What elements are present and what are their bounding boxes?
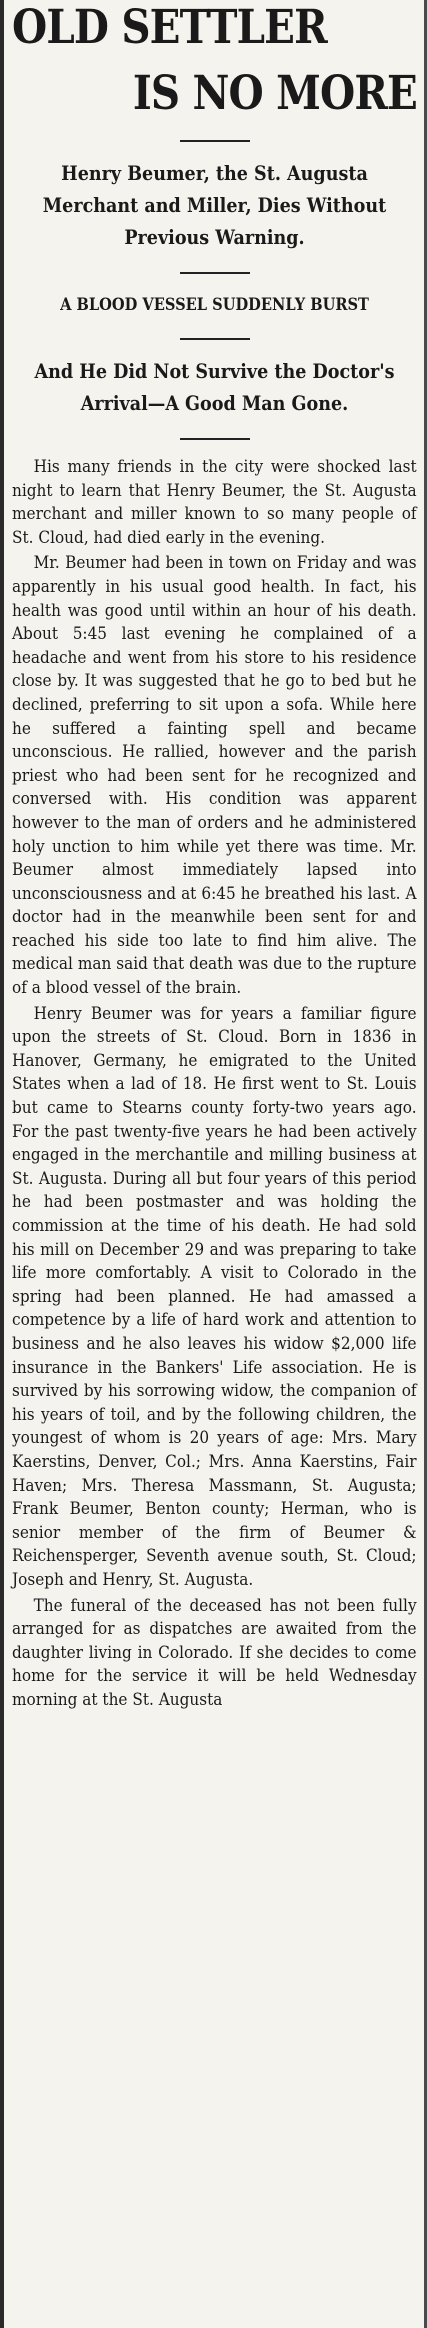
deck-subhead-2: A BLOOD VESSEL SUDDENLY BURST <box>60 295 369 315</box>
article-body <box>12 456 417 1712</box>
divider <box>180 272 250 274</box>
headline-line-2: IS NO MORE <box>132 66 417 121</box>
body-paragraph: The funeral of the deceased has not been fully arranged for as dispatches are awaited from the daughter living in Colorado. If she decides to come home for the service it will be held Wednesday morning at the St. Augusta <box>12 1595 417 1710</box>
body-paragraph: Mr. Beumer had been in town on Friday and was apparently in his usual good health. In fact, his health was good until within an hour of his death. About 5:45 last evening he complained of a headache and went from his store to his residence close by. It was suggested that he go to bed but he declined, preferring to sit upon a sofa. While here he suffered a fainting spell and became unconscious. He rallied, however and the parish priest who had been sent for he recognized and conversed with. His condition was apparent however to the man of orders and he administered holy unction to him while yet there was time. Mr. Beumer almost immediately lapsed into unconsciousness and at 6:45 he breathed his last. A doctor had in the meanwhile been sent for and reached his side too late to find him alive. The medical man said that death was due to the rupture of a blood vessel of the brain. <box>12 553 417 999</box>
article-column <box>12 0 417 1712</box>
deck-subhead-3: And He Did Not Survive the Doctor's Arrival—A Good Man Gone. <box>34 360 395 415</box>
deck-subhead-1: Henry Beumer, the St. Augusta Merchant and Miller, Dies Without Previous Warning. <box>42 162 387 249</box>
headline-line-1: OLD SETTLER <box>12 0 327 55</box>
divider <box>180 438 250 440</box>
divider <box>180 140 250 142</box>
body-paragraph: Henry Beumer was for years a familiar figure upon the streets of St. Cloud. Born in 1836 in Hanover, Germany, he emigrated to the United States when a lad of 18. He first went to St. Louis but came to Stearns county forty-two years ago. For the past twenty-five years he had been actively engaged in the merchantile and milling business at St. Augusta. During all but four years of this period he had been postmaster and was holding the commission at the time of his death. He had sold his mill on December 29 and was preparing to take life more comfortably. A visit to Colorado in the spring had been planned. He had amassed a competence by a life of hard work and attention to business and he also leaves his widow $2,000 life insurance in the Bankers' Life association. He is survived by his sorrowing widow, the companion of his years of toil, and by the following children, the youngest of whom is 20 years of age: Mrs. Mary Kaerstins, Denver, Col.; Mrs. Anna Kaerstins, Fair Haven; Mrs. Theresa Massmann, St. Augusta; Frank Beumer, Benton county; Herman, who is senior member of the firm of Beumer & Reichensperger, Seventh avenue south, St. Cloud; Joseph and Henry, St. Augusta. <box>12 1003 417 1590</box>
body-paragraph: His many friends in the city were shocked last night to learn that Henry Beumer, the St. Augusta merchant and miller known to so many people of St. Cloud, had died early in the evening. <box>12 457 417 548</box>
divider <box>180 338 250 340</box>
